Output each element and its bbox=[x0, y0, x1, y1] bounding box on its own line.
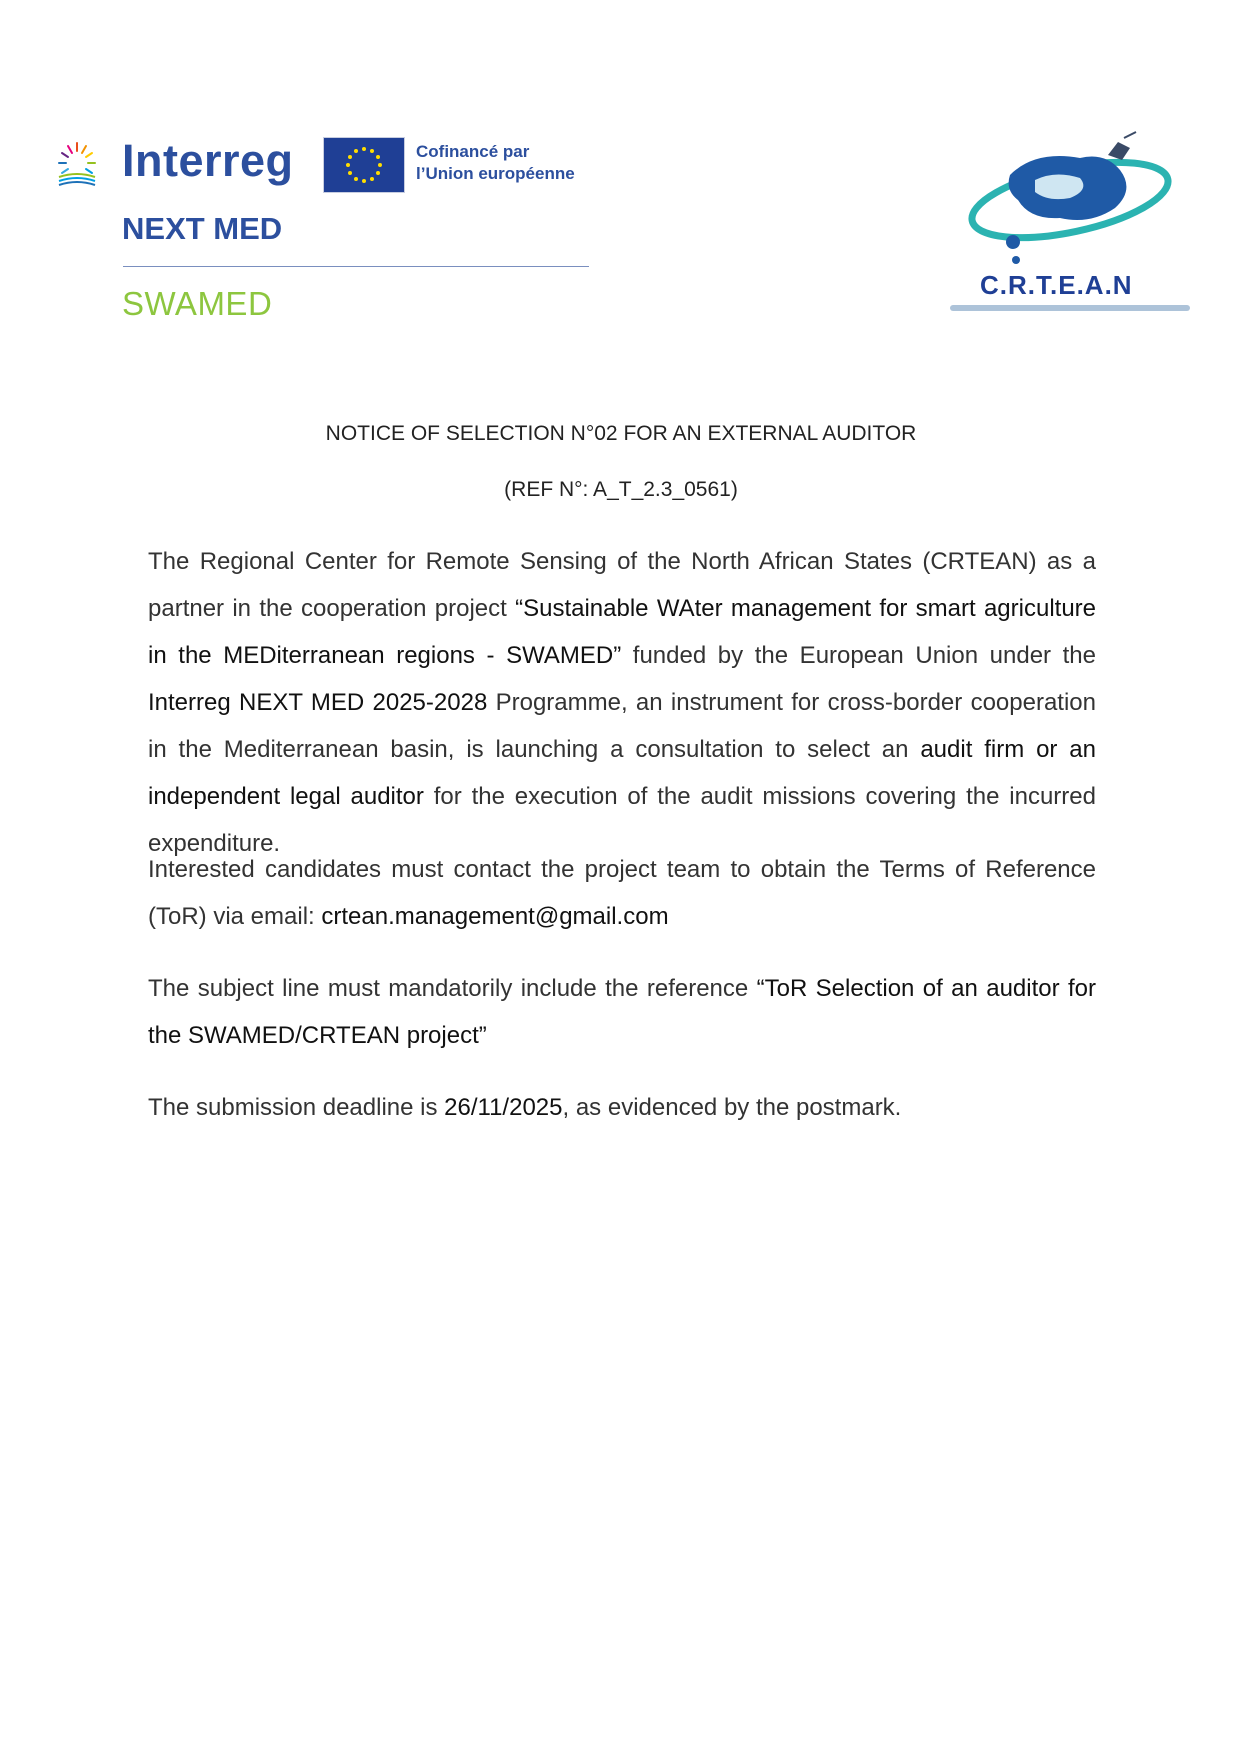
interreg-logo-block bbox=[55, 135, 595, 335]
notice-title: NOTICE OF SELECTION N°02 FOR AN EXTERNAL AUDITOR bbox=[325, 422, 917, 445]
text-run: for the execution of the audit missions covering the incurred expenditure. bbox=[148, 783, 1096, 857]
crtean-wordmark: C.R.T.E.A.N bbox=[980, 270, 1133, 300]
paragraph-deadline bbox=[148, 1084, 1096, 1131]
eu-cofinance-line2: l’Union européenne bbox=[416, 164, 575, 183]
programme-name: Interreg NEXT MED 2025-2028 bbox=[148, 689, 488, 716]
eu-flag-icon bbox=[323, 137, 405, 193]
text-run: The Regional Center for Remote Sensing of the North African States (CRTEAN) as a partner in the cooperation project bbox=[148, 548, 1096, 622]
notice-reference: (REF N°: A_T_2.3_0561) bbox=[504, 478, 738, 501]
crtean-globe-icon bbox=[940, 130, 1200, 270]
text-run: The subject line must mandatorily include the reference bbox=[148, 975, 757, 1002]
interreg-logo-row bbox=[55, 135, 595, 195]
paragraph-contact-text bbox=[148, 846, 1096, 940]
swamed-wordmark: SWAMED bbox=[122, 285, 273, 322]
crtean-arabic-tagline bbox=[950, 302, 1190, 314]
text-run: Interested candidates must contact the project team to obtain the Terms of Reference (ToR) via email: bbox=[148, 856, 1096, 930]
paragraph-deadline-text bbox=[148, 1084, 1096, 1131]
interreg-sun-icon bbox=[55, 139, 99, 189]
paragraph-intro-text bbox=[148, 538, 1096, 867]
project-title: “Sustainable WAter management for smart agriculture in the MEDiterranean regions - SWAMED” bbox=[148, 595, 1097, 669]
deadline-date: 26/11/2025 bbox=[444, 1094, 563, 1121]
paragraph-subject-text bbox=[148, 965, 1096, 1059]
header-divider bbox=[123, 266, 589, 267]
interreg-wordmark: Interreg bbox=[122, 135, 294, 186]
crtean-logo bbox=[940, 130, 1200, 325]
text-run: The submission deadline is bbox=[148, 1094, 445, 1121]
paragraph-contact bbox=[148, 846, 1096, 940]
auditor-type: audit firm or an independent legal auditor bbox=[148, 736, 1096, 810]
next-med-wordmark: NEXT MED bbox=[122, 211, 283, 246]
paragraph-subject bbox=[148, 965, 1096, 1059]
contact-email-link[interactable]: crtean.management@gmail.com bbox=[321, 903, 669, 930]
subject-reference: “ToR Selection of an auditor for the SWAMED/CRTEAN project” bbox=[148, 975, 1096, 1049]
text-run: Programme, an instrument for cross-border cooperation in the Mediterranean basin, is launching a consultation to select an bbox=[148, 689, 1096, 763]
text-run: , as evidenced by the postmark. bbox=[562, 1094, 902, 1121]
paragraph-intro bbox=[148, 538, 1096, 867]
text-run: funded by the European Union under the bbox=[621, 642, 1096, 669]
eu-cofinance-text bbox=[416, 141, 575, 185]
eu-cofinance-line1: Cofinancé par bbox=[416, 142, 530, 161]
